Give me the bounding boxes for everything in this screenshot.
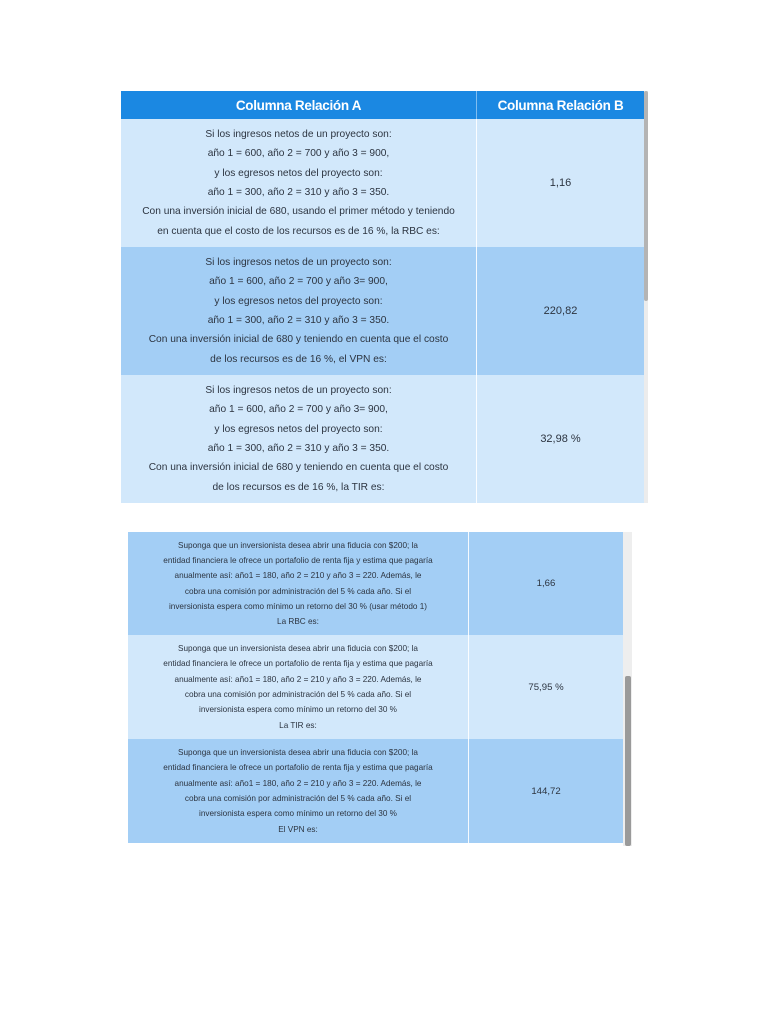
relation-table-2 xyxy=(128,532,623,843)
question-line: La TIR es: xyxy=(279,720,317,730)
answer-cell: 32,98 % xyxy=(540,433,581,445)
question-line: inversionista espera como mínimo un retorno del 30 % (usar método 1) xyxy=(168,601,427,611)
table-row xyxy=(128,739,623,843)
question-line: La RBC es: xyxy=(277,617,319,627)
question-line: Suponga que un inversionista desea abrir una fiducia con $200; la xyxy=(178,644,418,654)
question-line: año 1 = 300, año 2 = 310 y año 3 = 350. xyxy=(207,443,390,454)
question-line: año 1 = 300, año 2 = 310 y año 3 = 350. xyxy=(207,315,390,326)
table-row xyxy=(121,247,644,375)
scrollbar-thumb[interactable] xyxy=(644,91,648,301)
question-line: y los egresos netos del proyecto son: xyxy=(214,295,383,307)
question-line: año 1 = 600, año 2 = 700 y año 3= 900, xyxy=(209,276,388,288)
question-line: de los recursos es de 16 %, el VPN es: xyxy=(210,353,387,365)
question-line: Si los ingresos netos de un proyecto son: xyxy=(205,384,392,396)
question-line: Con una inversión inicial de 680 y teniendo en cuenta que el costo xyxy=(148,462,449,474)
question-line: cobra una comisión por administración del 5 % cada año. Si el xyxy=(184,794,412,803)
question-line: Con una inversión inicial de 680, usando el primer método y teniendo xyxy=(142,206,455,218)
question-line: entidad financiera le ofrece un portafolio de renta fija y estima que pagaría xyxy=(163,555,433,565)
question-cell xyxy=(128,739,469,843)
question-line: año 1 = 600, año 2 = 700 y año 3 = 900, xyxy=(207,148,390,160)
relation-table-1 xyxy=(121,91,644,503)
question-line: inversionista espera como mínimo un retorno del 30 % xyxy=(199,705,397,715)
table-header xyxy=(121,91,644,119)
question-line: de los recursos es de 16 %, la TIR es: xyxy=(212,481,385,493)
question-line: entidad financiera le ofrece un portafolio de renta fija y estima que pagaría xyxy=(163,659,433,669)
table-row xyxy=(121,119,644,247)
question-cell xyxy=(121,247,477,375)
header-column-a: Columna Relación A xyxy=(121,91,477,119)
question-cell xyxy=(128,635,469,739)
question-line: Suponga que un inversionista desea abrir una fiducia con $200; la xyxy=(178,540,418,550)
scrollbar-thumb[interactable] xyxy=(625,676,631,846)
question-line: inversionista espera como mínimo un retorno del 30 % xyxy=(199,809,397,819)
question-line: Si los ingresos netos de un proyecto son: xyxy=(205,256,392,268)
question-cell xyxy=(121,375,477,503)
table-2-scrollbar[interactable] xyxy=(623,532,632,846)
question-line: anualmente así: año1 = 180, año 2 = 210 y año 3 = 220. Además, le xyxy=(174,778,422,788)
answer-cell: 1,66 xyxy=(536,578,556,589)
question-line: anualmente así: año1 = 180, año 2 = 210 y año 3 = 220. Además, le xyxy=(174,674,422,684)
question-line: entidad financiera le ofrece un portafolio de renta fija y estima que pagaría xyxy=(163,763,433,773)
answer-cell: 144,72 xyxy=(531,785,561,797)
question-line: El VPN es: xyxy=(278,824,318,834)
question-line: y los egresos netos del proyecto son: xyxy=(214,423,383,435)
question-line: año 1 = 600, año 2 = 700 y año 3= 900, xyxy=(209,404,388,416)
question-line: año 1 = 300, año 2 = 310 y año 3 = 350. xyxy=(207,187,390,198)
question-line: Con una inversión inicial de 680 y teniendo en cuenta que el costo xyxy=(148,334,449,346)
question-line: cobra una comisión por administración del 5 % cada año. Si el xyxy=(184,690,412,699)
table-row xyxy=(128,532,623,635)
answer-cell: 1,16 xyxy=(549,177,572,189)
question-line: anualmente así: año1 = 180, año 2 = 210 y año 3 = 220. Además, le xyxy=(174,571,422,581)
answer-cell: 75,95 % xyxy=(528,681,564,693)
table-1-scrollbar[interactable] xyxy=(644,91,648,503)
question-cell xyxy=(128,532,469,635)
table-row xyxy=(128,635,623,739)
question-line: Si los ingresos netos de un proyecto son: xyxy=(205,128,392,140)
question-line: Suponga que un inversionista desea abrir una fiducia con $200; la xyxy=(178,748,418,758)
table-row xyxy=(121,375,644,503)
header-column-b: Columna Relación B xyxy=(497,97,624,113)
question-cell xyxy=(121,119,477,247)
question-line: y los egresos netos del proyecto son: xyxy=(214,167,383,179)
answer-cell: 220,82 xyxy=(543,305,578,317)
question-line: en cuenta que el costo de los recursos es de 16 %, la RBC es: xyxy=(157,225,440,237)
question-line: cobra una comisión por administración del 5 % cada año. Si el xyxy=(184,586,412,596)
